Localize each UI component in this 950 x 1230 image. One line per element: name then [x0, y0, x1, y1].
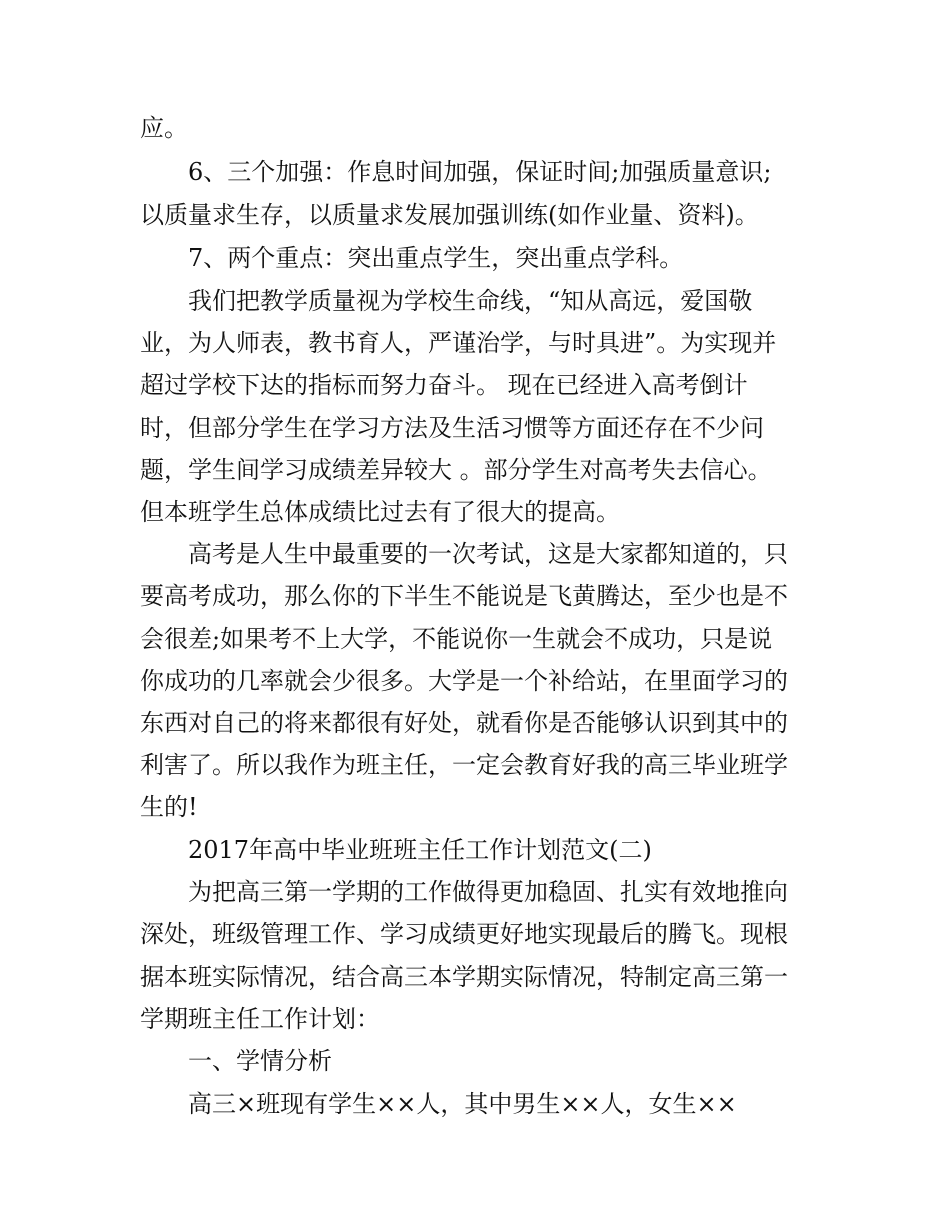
text-line: 以质量求生存，以质量求发展加强训练(如作业量、资料)。: [140, 201, 759, 229]
text-line: 要高考成功，那么你的下半生不能说是飞黄腾达，至少也是不: [140, 582, 788, 610]
text-line: 应。: [140, 114, 188, 142]
text-line: 学期班主任工作计划：: [140, 1005, 380, 1033]
text-line: 我们把教学质量视为学校生命线，“知从高远，爱国敬: [188, 287, 753, 315]
text-line: 据本班实际情况，结合高三本学期实际情况，特制定高三第一: [140, 963, 788, 991]
text-line: 7、两个重点：突出重点学生，突出重点学科。: [188, 244, 684, 272]
text-line: 业，为人师表，教书育人，严谨治学，与时具进”。为实现并: [140, 329, 777, 357]
text-line: 高考是人生中最重要的一次考试，这是大家都知道的，只: [188, 540, 788, 568]
text-line: 但本班学生总体成绩比过去有了很大的提高。: [140, 498, 620, 526]
text-line: 时，但部分学生在学习方法及生活习惯等方面还存在不少问: [140, 414, 764, 442]
text-line: 生的!: [140, 793, 198, 821]
text-line: 超过学校下达的指标而努力奋斗。 现在已经进入高考倒计: [140, 371, 748, 399]
text-line: 你成功的几率就会少很多。大学是一个补给站，在里面学习的: [140, 667, 788, 695]
text-line: 高三×班现有学生××人，其中男生××人，女生××: [188, 1090, 737, 1118]
text-line: 会很差;如果考不上大学，不能说你一生就会不成功，只是说: [140, 625, 773, 653]
text-line: 6、三个加强：作息时间加强，保证时间;加强质量意识;: [188, 158, 772, 186]
text-line: 题，学生间学习成绩差异较大 。部分学生对高考失去信心。: [140, 456, 772, 484]
text-line: 为把高三第一学期的工作做得更加稳固、扎实有效地推向: [188, 878, 788, 906]
section-heading: 2017年高中毕业班班主任工作计划范文(二): [188, 836, 652, 864]
text-line: 东西对自己的将来都很有好处，就看你是否能够认识到其中的: [140, 709, 788, 737]
text-line: 深处，班级管理工作、学习成绩更好地实现最后的腾飞。现根: [140, 920, 788, 948]
subsection-heading: 一、学情分析: [188, 1047, 332, 1075]
text-line: 利害了。所以我作为班主任，一定会教育好我的高三毕业班学: [140, 751, 788, 779]
